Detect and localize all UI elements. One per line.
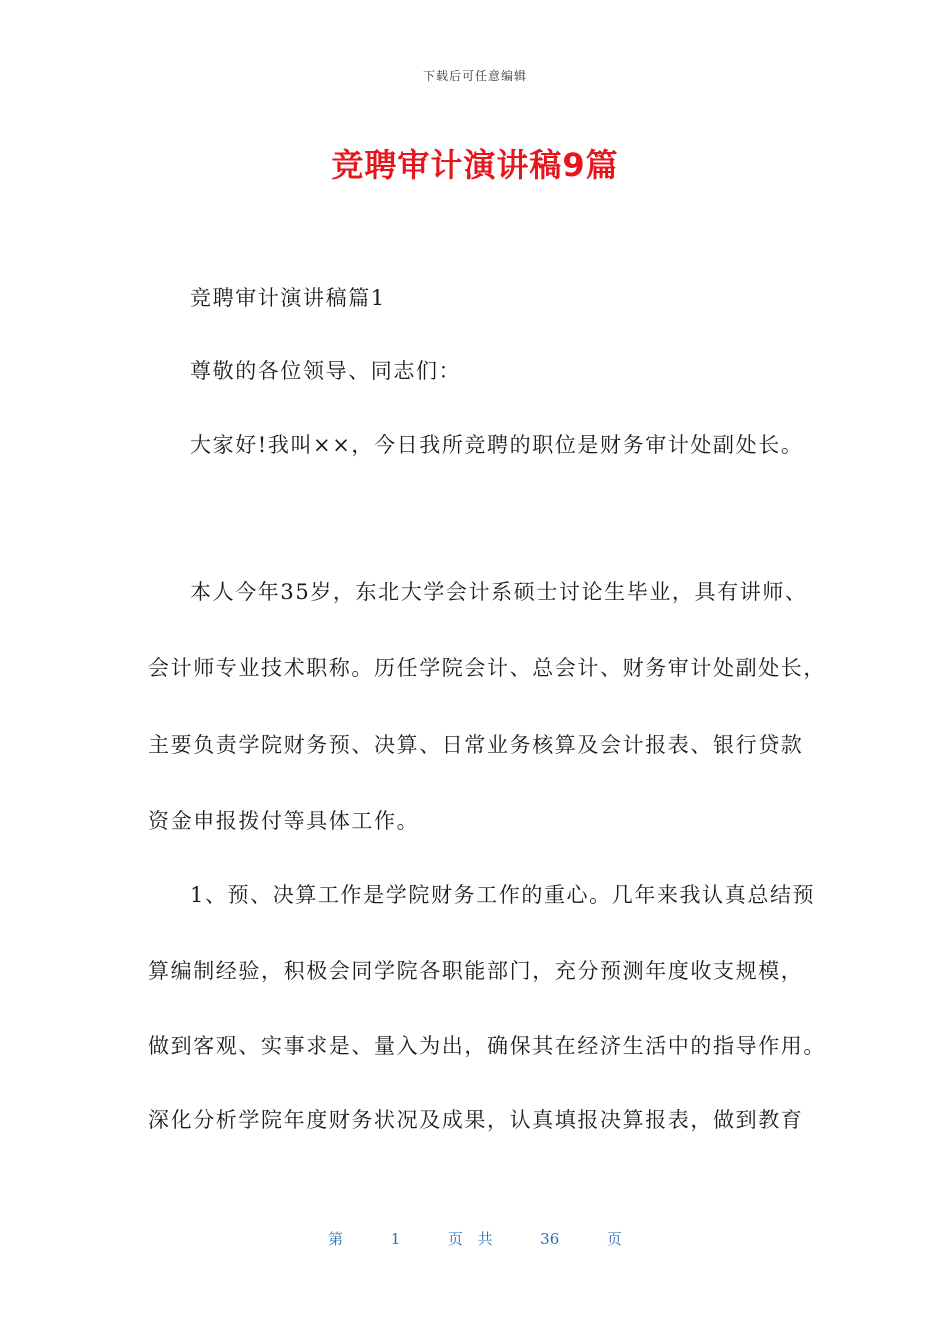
greeting-paragraph: 大家好!我叫××，今日我所竞聘的职位是财务审计处副处长。 <box>190 433 804 457</box>
body-line: 会计师专业技术职称。历任学院会计、总会计、财务审计处副处长， <box>148 656 826 680</box>
footer-middle: 页 共 <box>447 1230 493 1248</box>
body-line: 1、预、决算工作是学院财务工作的重心。几年来我认真总结预 <box>190 883 816 907</box>
body-line: 主要负责学院财务预、决算、日常业务核算及会计报表、银行贷款 <box>148 733 804 757</box>
section-heading: 竞聘审计演讲稿篇1 <box>190 286 386 310</box>
footer-suffix: 页 <box>606 1230 622 1248</box>
header-note: 下载后可任意编辑 <box>422 69 527 83</box>
salutation: 尊敬的各位领导、同志们： <box>190 359 462 383</box>
body-line: 做到客观、实事求是、量入为出，确保其在经济生活中的指导作用。 <box>148 1034 826 1058</box>
body-line: 资金申报拨付等具体工作。 <box>148 809 420 833</box>
total-pages-number: 36 <box>540 1230 560 1248</box>
body-line: 算编制经验，积极会同学院各职能部门，充分预测年度收支规模， <box>148 959 804 983</box>
body-line: 深化分析学院年度财务状况及成果，认真填报决算报表，做到教育 <box>148 1108 804 1132</box>
current-page-number: 1 <box>390 1230 401 1248</box>
body-line: 本人今年35岁，东北大学会计系硕士讨论生毕业，具有讲师、 <box>190 580 808 604</box>
document-title: 竞聘审计演讲稿9篇 <box>331 146 619 184</box>
footer-prefix: 第 <box>328 1230 344 1248</box>
page-footer <box>0 1228 950 1249</box>
